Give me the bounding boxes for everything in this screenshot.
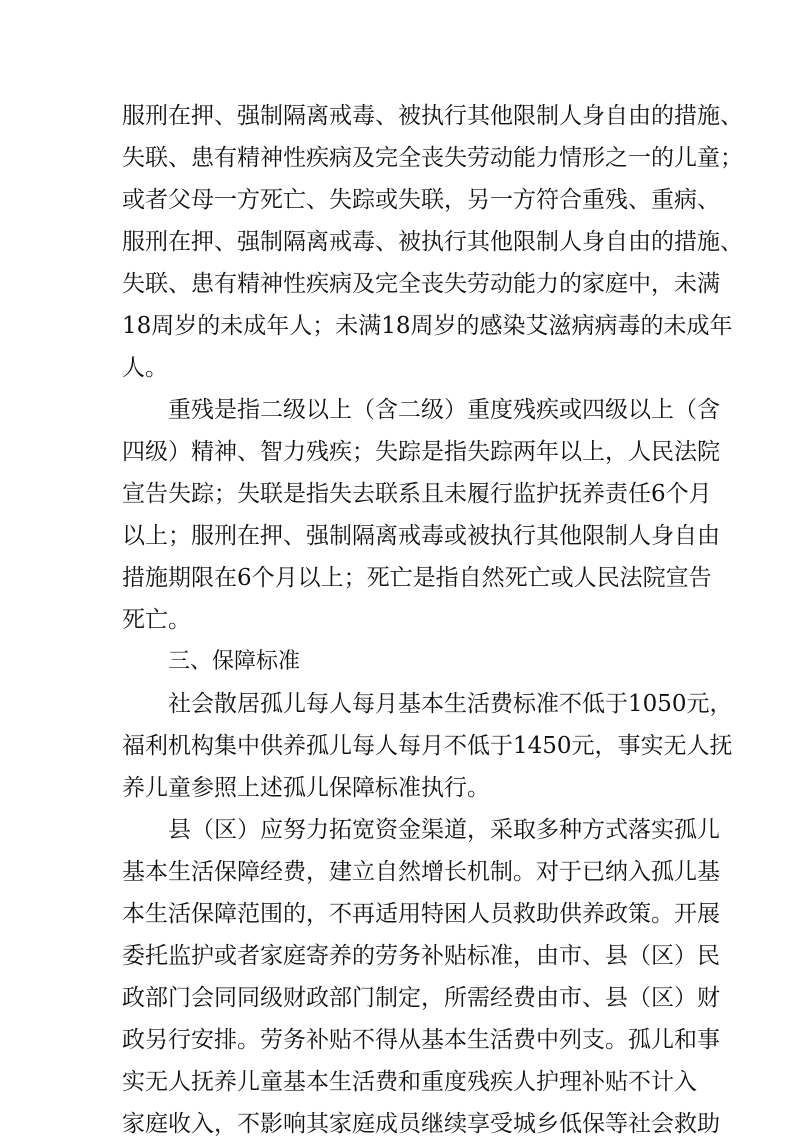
text-line: 基本生活保障经费，建立自然增长机制。对于已纳入孤儿基 [122, 859, 720, 885]
text-line: 社会散居孤儿每人每月基本生活费标准不低于1050元， [168, 691, 733, 717]
text-line: 服刑在押、强制隔离戒毒、被执行其他限制人身自由的措施、 [122, 229, 743, 255]
text-line: 措施期限在6个月以上；死亡是指自然死亡或人民法院宣告 [122, 565, 712, 591]
text-line: 人。 [122, 355, 168, 381]
text-line: 政另行安排。劳务补贴不得从基本生活费中列支。孤儿和事 [122, 1027, 720, 1053]
text-line: 失联、患有精神性疾病及完全丧失劳动能力情形之一的儿童； [122, 145, 743, 171]
text-line: 养儿童参照上述孤儿保障标准执行。 [122, 775, 490, 801]
text-line: 或者父母一方死亡、失踪或失联，另一方符合重残、重病、 [122, 187, 720, 213]
text-line: 重残是指二级以上（含二级）重度残疾或四级以上（含 [168, 397, 720, 423]
text-line: 失联、患有精神性疾病及完全丧失劳动能力的家庭中，未满 [122, 271, 720, 297]
text-line: 家庭收入，不影响其家庭成员继续享受城乡低保等社会救助 [122, 1111, 720, 1137]
text-line: 四级）精神、智力残疾；失踪是指失踪两年以上，人民法院 [122, 439, 720, 465]
text-line: 服刑在押、强制隔离戒毒、被执行其他限制人身自由的措施、 [122, 103, 743, 129]
text-line: 18周岁的未成年人；未满18周岁的感染艾滋病病毒的未成年 [122, 313, 733, 339]
text-line: 本生活保障范围的，不再适用特困人员救助供养政策。开展 [122, 901, 720, 927]
text-line: 以上；服刑在押、强制隔离戒毒或被执行其他限制人身自由 [122, 523, 720, 549]
text-line: 宣告失踪；失联是指失去联系且未履行监护抚养责任6个月 [122, 481, 712, 507]
text-line: 实无人抚养儿童基本生活费和重度残疾人护理补贴不计入 [122, 1069, 697, 1095]
text-line: 福利机构集中供养孤儿每人每月不低于1450元，事实无人抚 [122, 733, 733, 759]
text-line: 死亡。 [122, 607, 191, 633]
section-heading: 三、保障标准 [168, 649, 301, 674]
text-line: 县（区）应努力拓宽资金渠道，采取多种方式落实孤儿 [168, 817, 720, 843]
text-line: 委托监护或者家庭寄养的劳务补贴标准，由市、县（区）民 [122, 943, 720, 969]
text-line: 政部门会同同级财政部门制定，所需经费由市、县（区）财 [122, 985, 720, 1011]
